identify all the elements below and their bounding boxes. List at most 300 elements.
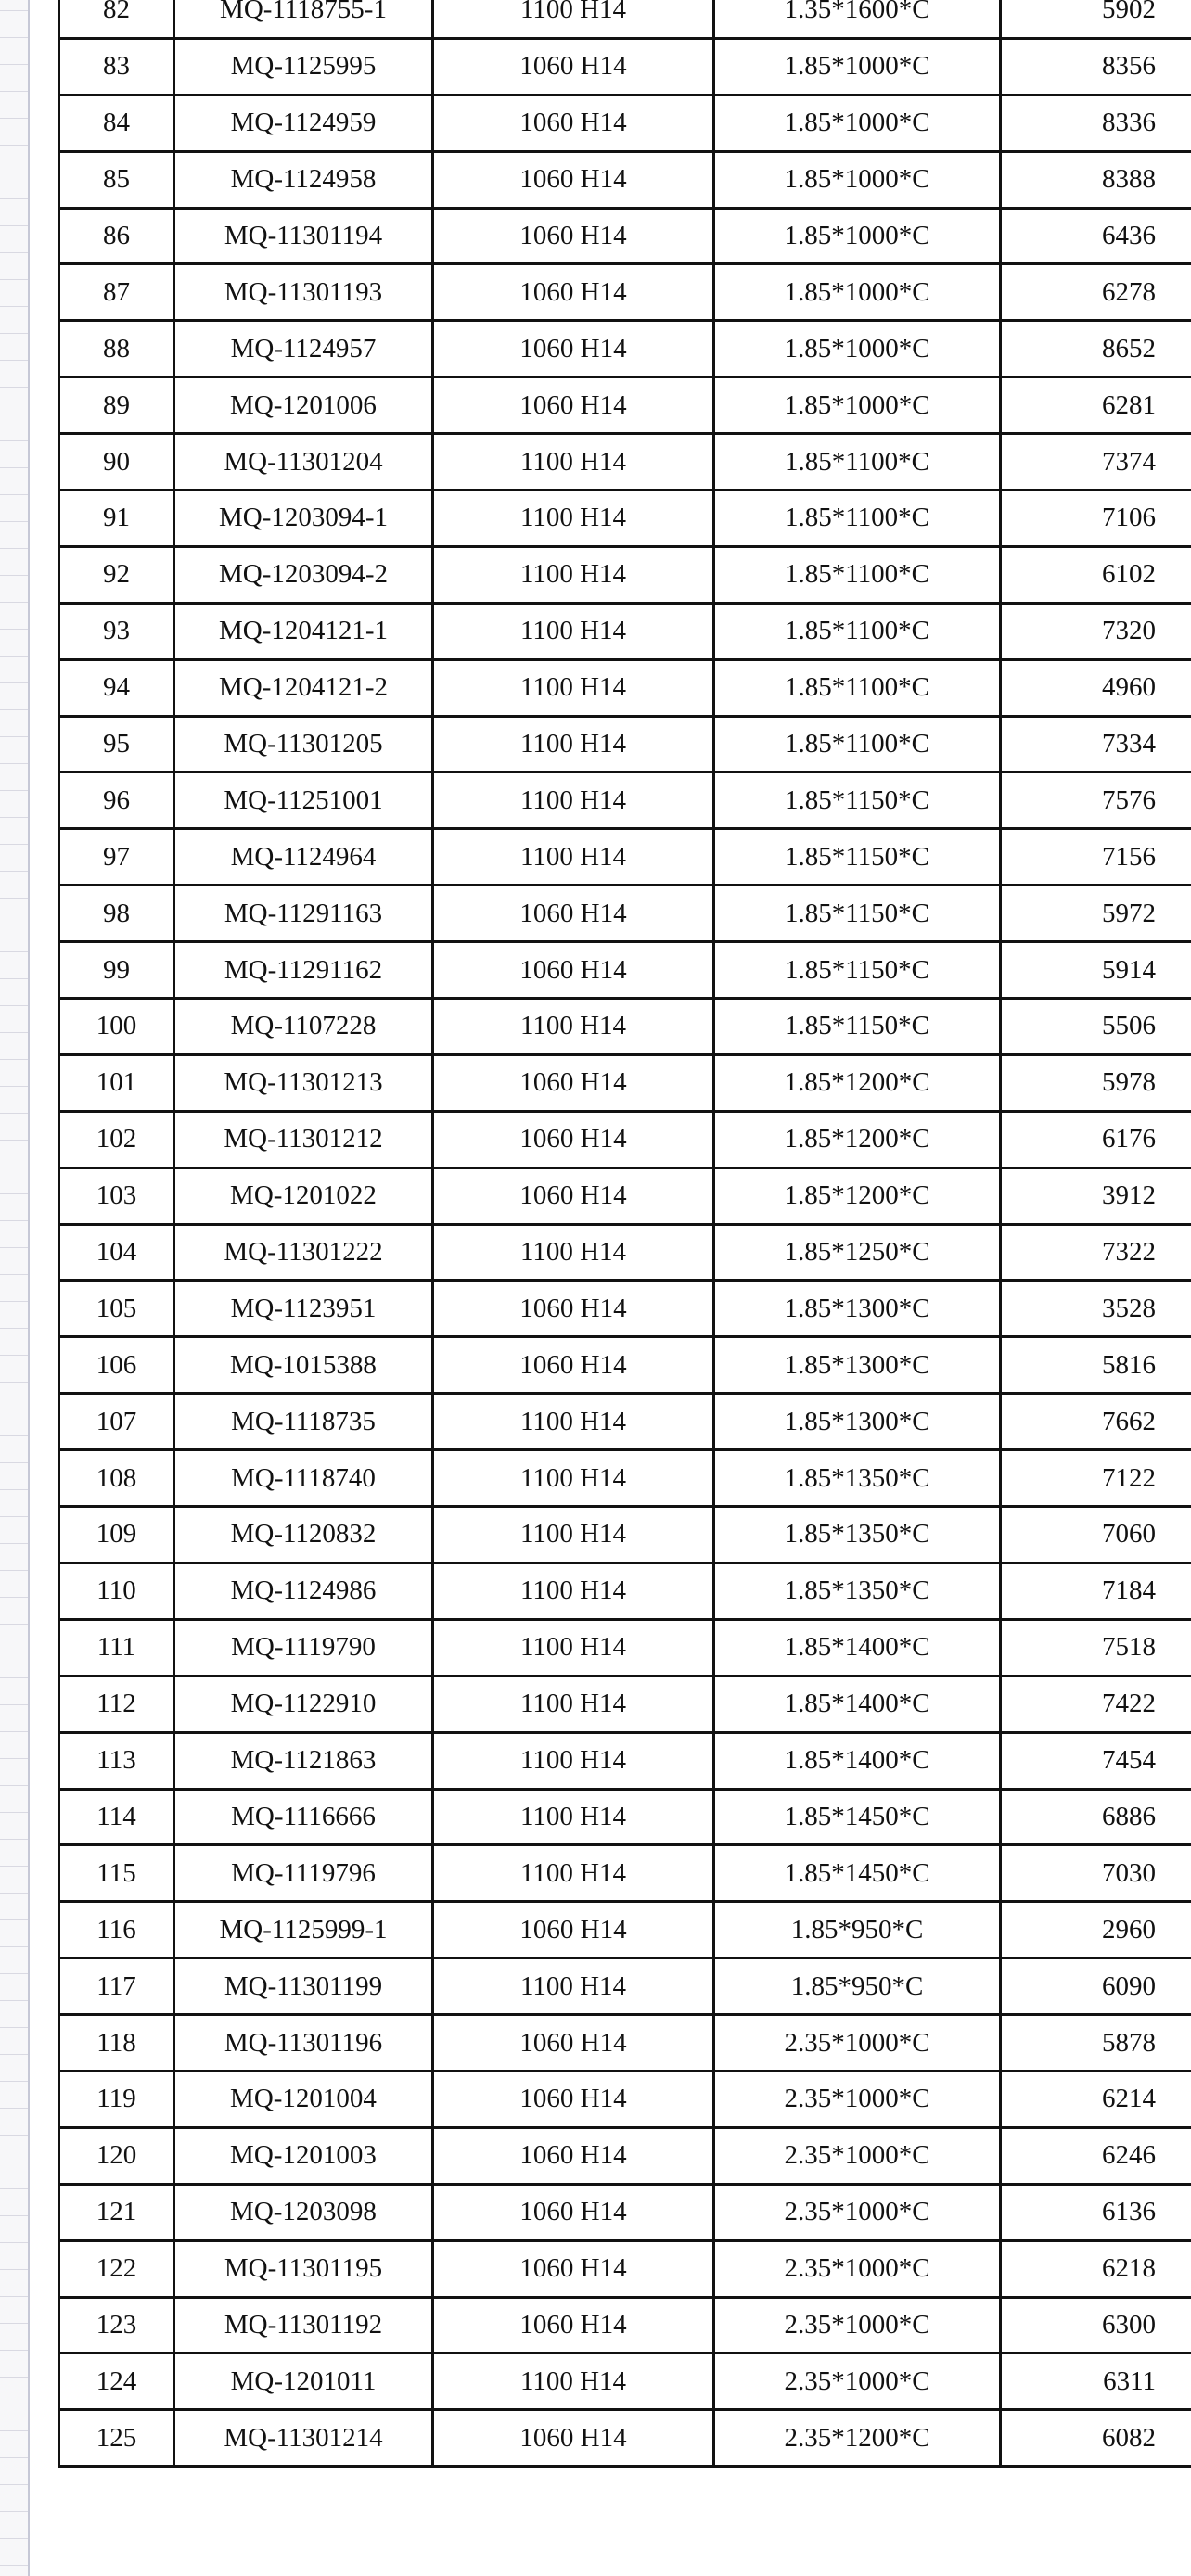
table-row [59, 603, 1191, 659]
gutter-gridline [0, 1704, 28, 1705]
gutter-gridline [0, 1489, 28, 1490]
specification-cell[interactable]: 2.35*1200*C [714, 2410, 1001, 2467]
gutter-gridline [0, 2081, 28, 2082]
row-header-gutter[interactable] [0, 0, 28, 2576]
item-code-cell[interactable]: MQ-11291163 [174, 886, 433, 942]
table-row [59, 2297, 1191, 2353]
row-number-cell[interactable]: 111 [59, 1619, 174, 1676]
gutter-gridline [0, 1785, 28, 1786]
alloy-grade-cell[interactable]: 1060 H14 [433, 942, 714, 999]
gutter-gridline [0, 306, 28, 307]
gutter-gridline [0, 198, 28, 199]
weight-value-cell[interactable]: 7122 [1001, 1450, 1191, 1507]
gutter-gridline [0, 2188, 28, 2189]
weight-value-cell[interactable]: 8356 [1001, 38, 1191, 95]
specification-cell[interactable]: 1.85*1000*C [714, 38, 1001, 95]
item-code-cell[interactable]: MQ-11301193 [174, 264, 433, 321]
gutter-gridline [0, 1113, 28, 1114]
item-code-cell[interactable]: MQ-11301192 [174, 2297, 433, 2353]
row-number-cell[interactable]: 120 [59, 2127, 174, 2184]
weight-value-cell[interactable]: 6311 [1001, 2353, 1191, 2410]
table-row [59, 1562, 1191, 1619]
alloy-grade-cell[interactable]: 1100 H14 [433, 1450, 714, 1507]
gutter-gridline [0, 252, 28, 253]
row-number-cell[interactable]: 85 [59, 151, 174, 208]
weight-value-cell[interactable]: 7422 [1001, 1676, 1191, 1732]
weight-value-cell[interactable]: 6436 [1001, 208, 1191, 264]
weight-value-cell[interactable]: 7454 [1001, 1732, 1191, 1789]
item-code-cell[interactable]: MQ-11301205 [174, 716, 433, 772]
row-number-cell[interactable]: 118 [59, 2015, 174, 2072]
weight-value-cell[interactable]: 6136 [1001, 2184, 1191, 2240]
item-code-cell[interactable]: MQ-1118735 [174, 1394, 433, 1450]
specification-cell[interactable]: 1.85*1150*C [714, 886, 1001, 942]
gutter-gridline [0, 2269, 28, 2270]
alloy-grade-cell[interactable]: 1100 H14 [433, 0, 714, 38]
alloy-grade-cell[interactable]: 1100 H14 [433, 546, 714, 603]
row-number-cell[interactable]: 98 [59, 886, 174, 942]
specification-cell[interactable]: 1.85*950*C [714, 1958, 1001, 2015]
gutter-gridline [0, 1059, 28, 1060]
table-row [59, 1394, 1191, 1450]
table-row [59, 2353, 1191, 2410]
weight-value-cell[interactable]: 6082 [1001, 2410, 1191, 2467]
alloy-grade-cell[interactable]: 1060 H14 [433, 1111, 714, 1167]
item-code-cell[interactable]: MQ-1201006 [174, 377, 433, 434]
weight-value-cell[interactable]: 7320 [1001, 603, 1191, 659]
weight-value-cell[interactable]: 6214 [1001, 2071, 1191, 2127]
row-number-cell[interactable]: 106 [59, 1337, 174, 1394]
table-row [59, 95, 1191, 151]
specification-cell[interactable]: 1.85*1450*C [714, 1845, 1001, 1902]
table-row [59, 2240, 1191, 2297]
gutter-gridline [0, 1758, 28, 1759]
table-row [59, 1958, 1191, 2015]
gutter-gridline [0, 575, 28, 576]
row-number-cell[interactable]: 83 [59, 38, 174, 95]
item-code-cell[interactable]: MQ-11301195 [174, 2240, 433, 2297]
inventory-table [58, 0, 1191, 2468]
alloy-grade-cell[interactable]: 1100 H14 [433, 1394, 714, 1450]
table-row [59, 38, 1191, 95]
weight-value-cell[interactable]: 8388 [1001, 151, 1191, 208]
table-row [59, 886, 1191, 942]
item-code-cell[interactable]: MQ-1204121-2 [174, 659, 433, 716]
alloy-grade-cell[interactable]: 1100 H14 [433, 603, 714, 659]
item-code-cell[interactable]: MQ-11301222 [174, 1224, 433, 1281]
weight-value-cell[interactable]: 7334 [1001, 716, 1191, 772]
item-code-cell[interactable]: MQ-1118755-1 [174, 0, 433, 38]
table-row [59, 321, 1191, 377]
item-code-cell[interactable]: MQ-1203094-1 [174, 491, 433, 547]
weight-value-cell[interactable]: 7576 [1001, 772, 1191, 829]
weight-value-cell[interactable]: 7374 [1001, 434, 1191, 491]
item-code-cell[interactable]: MQ-1124957 [174, 321, 433, 377]
alloy-grade-cell[interactable]: 1060 H14 [433, 1167, 714, 1224]
weight-value-cell[interactable]: 6218 [1001, 2240, 1191, 2297]
alloy-grade-cell[interactable]: 1060 H14 [433, 1054, 714, 1111]
alloy-grade-cell[interactable]: 1060 H14 [433, 2184, 714, 2240]
weight-value-cell[interactable]: 6246 [1001, 2127, 1191, 2184]
alloy-grade-cell[interactable]: 1060 H14 [433, 264, 714, 321]
gutter-gridline [0, 521, 28, 522]
row-number-cell[interactable]: 88 [59, 321, 174, 377]
row-number-cell[interactable]: 123 [59, 2297, 174, 2353]
row-number-cell[interactable]: 107 [59, 1394, 174, 1450]
gutter-gridline [0, 1435, 28, 1436]
gutter-gridline [0, 467, 28, 468]
row-number-cell[interactable]: 105 [59, 1281, 174, 1337]
item-code-cell[interactable]: MQ-1120832 [174, 1507, 433, 1563]
specification-cell[interactable]: 2.35*1000*C [714, 2184, 1001, 2240]
specification-cell[interactable]: 1.85*1150*C [714, 829, 1001, 886]
gutter-gridline [0, 1005, 28, 1006]
table-row [59, 491, 1191, 547]
gutter-gridline [0, 494, 28, 495]
gutter-gridline [0, 64, 28, 65]
row-number-cell[interactable]: 103 [59, 1167, 174, 1224]
alloy-grade-cell[interactable]: 1060 H14 [433, 1337, 714, 1394]
specification-cell[interactable]: 1.85*1200*C [714, 1054, 1001, 1111]
specification-cell[interactable]: 2.35*1000*C [714, 2127, 1001, 2184]
alloy-grade-cell[interactable]: 1060 H14 [433, 2297, 714, 2353]
alloy-grade-cell[interactable]: 1060 H14 [433, 2127, 714, 2184]
gutter-gridline [0, 2054, 28, 2055]
alloy-grade-cell[interactable]: 1060 H14 [433, 2015, 714, 2072]
gutter-gridline [0, 1328, 28, 1329]
item-code-cell[interactable]: MQ-1203094-2 [174, 546, 433, 603]
weight-value-cell[interactable]: 5506 [1001, 999, 1191, 1055]
item-code-cell[interactable]: MQ-1201004 [174, 2071, 433, 2127]
table-row [59, 2410, 1191, 2467]
item-code-cell[interactable]: MQ-11301196 [174, 2015, 433, 2072]
alloy-grade-cell[interactable]: 1060 H14 [433, 38, 714, 95]
weight-value-cell[interactable]: 3912 [1001, 1167, 1191, 1224]
weight-value-cell[interactable]: 6281 [1001, 377, 1191, 434]
weight-value-cell[interactable]: 3528 [1001, 1281, 1191, 1337]
weight-value-cell[interactable]: 7060 [1001, 1507, 1191, 1563]
alloy-grade-cell[interactable]: 1060 H14 [433, 2071, 714, 2127]
item-code-cell[interactable]: MQ-11301212 [174, 1111, 433, 1167]
row-number-cell[interactable]: 87 [59, 264, 174, 321]
table-row [59, 999, 1191, 1055]
gutter-gridline [0, 1032, 28, 1033]
row-number-cell[interactable]: 90 [59, 434, 174, 491]
alloy-grade-cell[interactable]: 1100 H14 [433, 434, 714, 491]
gutter-gridline [0, 2242, 28, 2243]
weight-value-cell[interactable]: 5816 [1001, 1337, 1191, 1394]
specification-cell[interactable]: 1.85*1100*C [714, 659, 1001, 716]
row-number-cell[interactable]: 92 [59, 546, 174, 603]
alloy-grade-cell[interactable]: 1100 H14 [433, 1507, 714, 1563]
specification-cell[interactable]: 1.85*1100*C [714, 434, 1001, 491]
table-row [59, 1676, 1191, 1732]
specification-cell[interactable]: 1.85*1100*C [714, 603, 1001, 659]
item-code-cell[interactable]: MQ-11301214 [174, 2410, 433, 2467]
alloy-grade-cell[interactable]: 1060 H14 [433, 2410, 714, 2467]
specification-cell[interactable]: 1.85*1400*C [714, 1732, 1001, 1789]
weight-value-cell[interactable]: 6176 [1001, 1111, 1191, 1167]
specification-cell[interactable]: 1.85*1000*C [714, 321, 1001, 377]
specification-cell[interactable]: 1.85*1150*C [714, 942, 1001, 999]
weight-value-cell[interactable]: 5978 [1001, 1054, 1191, 1111]
row-number-cell[interactable]: 125 [59, 2410, 174, 2467]
alloy-grade-cell[interactable]: 1060 H14 [433, 151, 714, 208]
row-number-cell[interactable]: 112 [59, 1676, 174, 1732]
weight-value-cell[interactable]: 7184 [1001, 1562, 1191, 1619]
row-number-cell[interactable]: 119 [59, 2071, 174, 2127]
alloy-grade-cell[interactable]: 1060 H14 [433, 1902, 714, 1958]
item-code-cell[interactable]: MQ-1118740 [174, 1450, 433, 1507]
alloy-grade-cell[interactable]: 1060 H14 [433, 2240, 714, 2297]
alloy-grade-cell[interactable]: 1100 H14 [433, 1619, 714, 1676]
weight-value-cell[interactable]: 5878 [1001, 2015, 1191, 2072]
alloy-grade-cell[interactable]: 1100 H14 [433, 999, 714, 1055]
gutter-gridline [0, 1919, 28, 1920]
weight-value-cell[interactable]: 6278 [1001, 264, 1191, 321]
item-code-cell[interactable]: MQ-1123951 [174, 1281, 433, 1337]
alloy-grade-cell[interactable]: 1100 H14 [433, 1958, 714, 2015]
alloy-grade-cell[interactable]: 1100 H14 [433, 491, 714, 547]
gutter-gridline [0, 2108, 28, 2109]
table-row [59, 942, 1191, 999]
weight-value-cell[interactable]: 6090 [1001, 1958, 1191, 2015]
item-code-cell[interactable]: MQ-1107228 [174, 999, 433, 1055]
weight-value-cell[interactable]: 7322 [1001, 1224, 1191, 1281]
weight-value-cell[interactable]: 4960 [1001, 659, 1191, 716]
gutter-gridline [0, 1973, 28, 1974]
alloy-grade-cell[interactable]: 1060 H14 [433, 321, 714, 377]
weight-value-cell[interactable]: 6102 [1001, 546, 1191, 603]
weight-value-cell[interactable]: 7156 [1001, 829, 1191, 886]
item-code-cell[interactable]: MQ-1124958 [174, 151, 433, 208]
specification-cell[interactable]: 2.35*1000*C [714, 2297, 1001, 2353]
item-code-cell[interactable]: MQ-1116666 [174, 1789, 433, 1845]
alloy-grade-cell[interactable]: 1100 H14 [433, 772, 714, 829]
weight-value-cell[interactable]: 6886 [1001, 1789, 1191, 1845]
row-number-cell[interactable]: 86 [59, 208, 174, 264]
row-number-cell[interactable]: 104 [59, 1224, 174, 1281]
item-code-cell[interactable]: MQ-1121863 [174, 1732, 433, 1789]
item-code-cell[interactable]: MQ-11301194 [174, 208, 433, 264]
alloy-grade-cell[interactable]: 1100 H14 [433, 2353, 714, 2410]
specification-cell[interactable]: 1.85*1300*C [714, 1281, 1001, 1337]
row-number-cell[interactable]: 114 [59, 1789, 174, 1845]
gutter-gridline [0, 279, 28, 280]
alloy-grade-cell[interactable]: 1100 H14 [433, 659, 714, 716]
row-number-cell[interactable]: 95 [59, 716, 174, 772]
item-code-cell[interactable]: MQ-11301213 [174, 1054, 433, 1111]
row-number-cell[interactable]: 89 [59, 377, 174, 434]
weight-value-cell[interactable]: 5972 [1001, 886, 1191, 942]
table-row [59, 772, 1191, 829]
row-number-cell[interactable]: 93 [59, 603, 174, 659]
alloy-grade-cell[interactable]: 1100 H14 [433, 829, 714, 886]
item-code-cell[interactable]: MQ-11251001 [174, 772, 433, 829]
specification-cell[interactable]: 1.85*1350*C [714, 1562, 1001, 1619]
weight-value-cell[interactable]: 2960 [1001, 1902, 1191, 1958]
alloy-grade-cell[interactable]: 1100 H14 [433, 1676, 714, 1732]
gutter-gridline [0, 844, 28, 845]
specification-cell[interactable]: 1.85*1400*C [714, 1619, 1001, 1676]
row-number-cell[interactable]: 97 [59, 829, 174, 886]
table-row [59, 1111, 1191, 1167]
alloy-grade-cell[interactable]: 1060 H14 [433, 208, 714, 264]
gutter-gridline [0, 2323, 28, 2324]
table-row [59, 1619, 1191, 1676]
weight-value-cell[interactable]: 8336 [1001, 95, 1191, 151]
row-number-cell[interactable]: 121 [59, 2184, 174, 2240]
table-row [59, 2127, 1191, 2184]
row-number-cell[interactable]: 113 [59, 1732, 174, 1789]
row-number-cell[interactable]: 122 [59, 2240, 174, 2297]
gutter-gridline [0, 37, 28, 38]
gutter-gridline [0, 817, 28, 818]
item-code-cell[interactable]: MQ-1125999-1 [174, 1902, 433, 1958]
gutter-gridline [0, 1086, 28, 1087]
gutter-gridline [0, 2538, 28, 2539]
gutter-gridline [0, 440, 28, 441]
gutter-gridline [0, 2000, 28, 2001]
alloy-grade-cell[interactable]: 1060 H14 [433, 377, 714, 434]
row-number-cell[interactable]: 117 [59, 1958, 174, 2015]
gutter-gridline [0, 2565, 28, 2566]
row-number-cell[interactable]: 99 [59, 942, 174, 999]
alloy-grade-cell[interactable]: 1060 H14 [433, 1281, 714, 1337]
table-row [59, 1450, 1191, 1507]
specification-cell[interactable]: 1.85*1350*C [714, 1507, 1001, 1563]
specification-cell[interactable]: 1.85*950*C [714, 1902, 1001, 1958]
row-number-cell[interactable]: 96 [59, 772, 174, 829]
row-number-cell[interactable]: 94 [59, 659, 174, 716]
row-number-cell[interactable]: 102 [59, 1111, 174, 1167]
specification-cell[interactable]: 1.85*1000*C [714, 377, 1001, 434]
specification-cell[interactable]: 1.85*1100*C [714, 491, 1001, 547]
weight-value-cell[interactable]: 7106 [1001, 491, 1191, 547]
item-code-cell[interactable]: MQ-1124964 [174, 829, 433, 886]
item-code-cell[interactable]: MQ-1201022 [174, 1167, 433, 1224]
gutter-gridline [0, 1866, 28, 1867]
item-code-cell[interactable]: MQ-1119796 [174, 1845, 433, 1902]
gutter-gridline [0, 2377, 28, 2378]
specification-cell[interactable]: 2.35*1000*C [714, 2240, 1001, 2297]
specification-cell[interactable]: 1.85*1400*C [714, 1676, 1001, 1732]
gutter-gridline [0, 1624, 28, 1625]
specification-cell[interactable]: 1.85*1000*C [714, 151, 1001, 208]
item-code-cell[interactable]: MQ-1122910 [174, 1676, 433, 1732]
table-row [59, 434, 1191, 491]
gutter-gridline [0, 2430, 28, 2431]
row-number-cell[interactable]: 115 [59, 1845, 174, 1902]
row-number-cell[interactable]: 109 [59, 1507, 174, 1563]
specification-cell[interactable]: 1.85*1150*C [714, 772, 1001, 829]
specification-cell[interactable]: 1.85*1100*C [714, 716, 1001, 772]
alloy-grade-cell[interactable]: 1100 H14 [433, 1562, 714, 1619]
item-code-cell[interactable]: MQ-1119790 [174, 1619, 433, 1676]
specification-cell[interactable]: 1.85*1200*C [714, 1111, 1001, 1167]
specification-cell[interactable]: 1.85*1250*C [714, 1224, 1001, 1281]
specification-cell[interactable]: 1.85*1000*C [714, 264, 1001, 321]
weight-value-cell[interactable]: 8652 [1001, 321, 1191, 377]
weight-value-cell[interactable]: 7030 [1001, 1845, 1191, 1902]
item-code-cell[interactable]: MQ-11291162 [174, 942, 433, 999]
alloy-grade-cell[interactable]: 1100 H14 [433, 1224, 714, 1281]
specification-cell[interactable]: 1.35*1600*C [714, 0, 1001, 38]
gutter-gridline [0, 2484, 28, 2485]
item-code-cell[interactable]: MQ-1125995 [174, 38, 433, 95]
alloy-grade-cell[interactable]: 1100 H14 [433, 716, 714, 772]
table-row [59, 659, 1191, 716]
specification-cell[interactable]: 2.35*1000*C [714, 2353, 1001, 2410]
specification-cell[interactable]: 1.85*1450*C [714, 1789, 1001, 1845]
row-number-cell[interactable]: 101 [59, 1054, 174, 1111]
item-code-cell[interactable]: MQ-1201003 [174, 2127, 433, 2184]
specification-cell[interactable]: 1.85*1000*C [714, 95, 1001, 151]
gutter-gridline [0, 2350, 28, 2351]
alloy-grade-cell[interactable]: 1100 H14 [433, 1789, 714, 1845]
gutter-gridline [0, 682, 28, 683]
specification-cell[interactable]: 2.35*1000*C [714, 2015, 1001, 2072]
alloy-grade-cell[interactable]: 1100 H14 [433, 1732, 714, 1789]
table-row [59, 208, 1191, 264]
item-code-cell[interactable]: MQ-11301199 [174, 1958, 433, 2015]
weight-value-cell[interactable]: 6300 [1001, 2297, 1191, 2353]
item-code-cell[interactable]: MQ-1015388 [174, 1337, 433, 1394]
item-code-cell[interactable]: MQ-11301204 [174, 434, 433, 491]
row-number-cell[interactable]: 84 [59, 95, 174, 151]
gutter-gridline [0, 1812, 28, 1813]
gutter-gridline [0, 790, 28, 791]
gutter-gridline [0, 709, 28, 710]
gutter-gridline [0, 656, 28, 657]
table-row [59, 2071, 1191, 2127]
row-number-cell[interactable]: 110 [59, 1562, 174, 1619]
alloy-grade-cell[interactable]: 1060 H14 [433, 95, 714, 151]
weight-value-cell[interactable]: 7662 [1001, 1394, 1191, 1450]
item-code-cell[interactable]: MQ-1204121-1 [174, 603, 433, 659]
specification-cell[interactable]: 1.85*1150*C [714, 999, 1001, 1055]
specification-cell[interactable]: 2.35*1000*C [714, 2071, 1001, 2127]
alloy-grade-cell[interactable]: 1100 H14 [433, 1845, 714, 1902]
weight-value-cell[interactable]: 5914 [1001, 942, 1191, 999]
item-code-cell[interactable]: MQ-1124986 [174, 1562, 433, 1619]
gutter-gridline [0, 2457, 28, 2458]
item-code-cell[interactable]: MQ-1203098 [174, 2184, 433, 2240]
specification-cell[interactable]: 1.85*1350*C [714, 1450, 1001, 1507]
specification-cell[interactable]: 1.85*1100*C [714, 546, 1001, 603]
alloy-grade-cell[interactable]: 1060 H14 [433, 886, 714, 942]
row-number-cell[interactable]: 124 [59, 2353, 174, 2410]
specification-cell[interactable]: 1.85*1200*C [714, 1167, 1001, 1224]
gutter-gridline [0, 387, 28, 388]
row-number-cell[interactable]: 116 [59, 1902, 174, 1958]
gutter-gridline [0, 1543, 28, 1544]
item-code-cell[interactable]: MQ-1201011 [174, 2353, 433, 2410]
item-code-cell[interactable]: MQ-1124959 [174, 95, 433, 151]
specification-cell[interactable]: 1.85*1300*C [714, 1394, 1001, 1450]
gutter-gridline [0, 2215, 28, 2216]
specification-cell[interactable]: 1.85*1300*C [714, 1337, 1001, 1394]
table-row [59, 151, 1191, 208]
row-number-cell[interactable]: 100 [59, 999, 174, 1055]
specification-cell[interactable]: 1.85*1000*C [714, 208, 1001, 264]
weight-value-cell[interactable]: 7518 [1001, 1619, 1191, 1676]
weight-value-cell[interactable]: 5902 [1001, 0, 1191, 38]
row-number-cell[interactable]: 91 [59, 491, 174, 547]
row-number-cell[interactable]: 108 [59, 1450, 174, 1507]
row-number-cell[interactable]: 82 [59, 0, 174, 38]
gutter-gridline [0, 1946, 28, 1947]
